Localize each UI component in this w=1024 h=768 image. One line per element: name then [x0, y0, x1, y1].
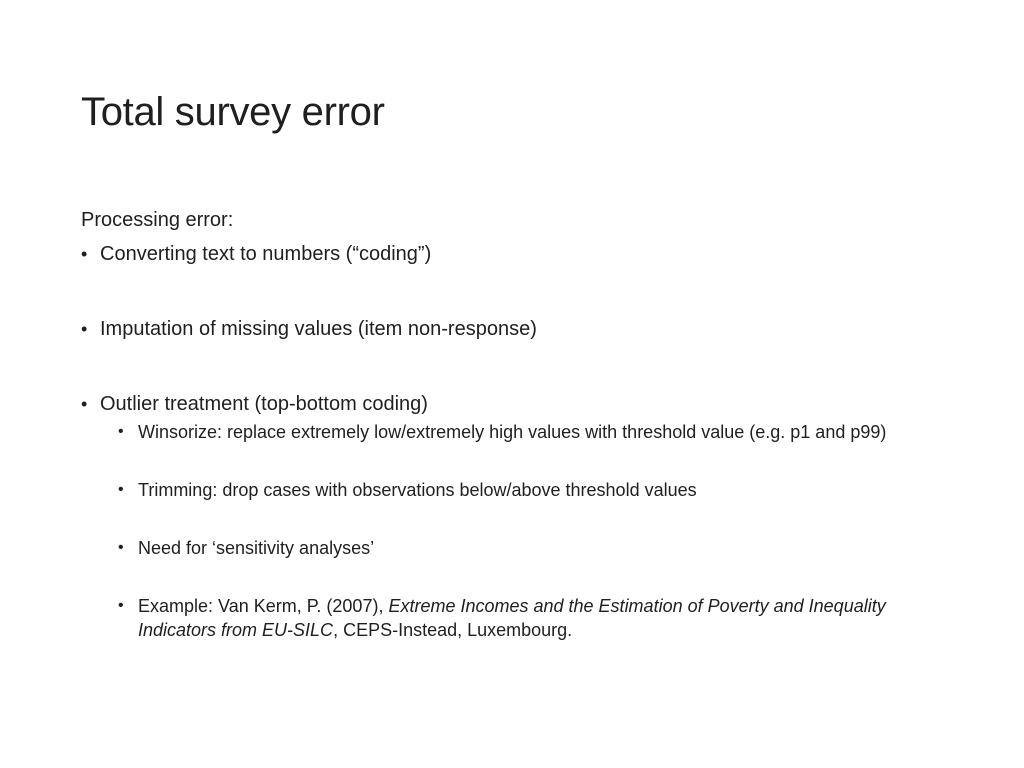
- citation-suffix: , CEPS-Instead, Luxembourg.: [333, 620, 573, 640]
- bullet-text: Imputation of missing values (item non-response): [100, 318, 537, 340]
- sub-bullet-item: [81, 594, 961, 642]
- sub-bullet-marker: •: [118, 423, 124, 440]
- bullet-marker: •: [81, 319, 88, 339]
- bullet-marker: •: [81, 244, 88, 264]
- intro-text: Processing error:: [81, 209, 234, 231]
- sub-bullet-marker: •: [118, 597, 124, 614]
- sub-bullet-text: Need for ‘sensitivity analyses’: [138, 538, 375, 558]
- citation-prefix: Example: Van Kerm, P. (2007),: [138, 596, 389, 616]
- slide-body: [81, 206, 961, 642]
- sub-bullet-marker: •: [118, 481, 124, 498]
- sub-bullet-item: [81, 478, 961, 502]
- bullet-text: Outlier treatment (top-bottom coding): [100, 393, 428, 415]
- bullet-item: [81, 315, 961, 343]
- sub-bullet-text: Winsorize: replace extremely low/extremely high values with threshold value (e.g. p1 and p99): [138, 422, 887, 442]
- citation-title: Extreme Incomes and the Estimation of Poverty and Inequality Indicators from EU-SILC: [138, 596, 886, 640]
- sub-bullet-item: [81, 536, 961, 560]
- bullet-text: Converting text to numbers (“coding”): [100, 243, 432, 265]
- sub-bullet-item: [81, 420, 961, 444]
- slide-title: Total survey error: [81, 90, 385, 134]
- bullet-item: [81, 390, 961, 418]
- bullet-marker: •: [81, 394, 88, 414]
- sub-bullet-marker: •: [118, 539, 124, 556]
- sub-bullet-text: Trimming: drop cases with observations below/above threshold values: [138, 480, 697, 500]
- bullet-item: [81, 240, 961, 268]
